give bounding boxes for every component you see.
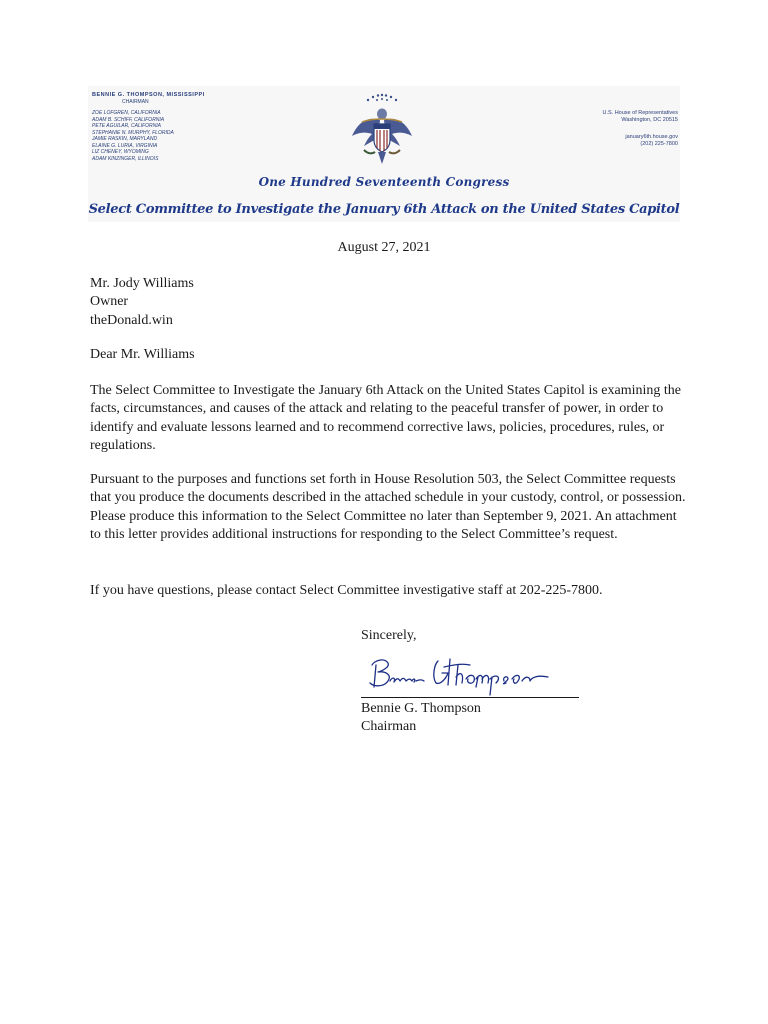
body-paragraph: The Select Committee to Investigate the January 6th Attack on the United States Capitol is examining the facts, circumstances, and causes of the attack and relating to the peaceful transfer of power, in order to identify and evaluate lessons learned and to recommend corrective laws, policies, procedures, rules, or regulations. [90,383,681,453]
address-line: U.S. House of Representatives [602,110,678,116]
body-paragraph: If you have questions, please contact Select Committee investigative staff at 202-225-7800. [90,583,603,598]
signer-title: Chairman [361,719,417,735]
closing: Sincerely, [361,628,417,643]
signature-line [361,697,579,698]
committee-heading: Select Committee to Investigate the January 6th Attack on the United States Capitol [88,202,680,217]
recipient-organization: theDonald.win [90,312,173,328]
committee-website: january6th.house.gov [625,134,678,140]
address-line: Washington, DC 20515 [621,117,678,123]
handwritten-signature [366,651,556,697]
recipient-title: Owner [90,294,129,310]
chair-title: CHAIRMAN [122,99,149,105]
committee-phone: (202) 225-7800 [640,141,678,147]
salutation: Dear Mr. Williams [90,347,195,362]
member-name: ADAM B. SCHIFF, CALIFORNIA [92,116,165,123]
committee-address [558,110,678,148]
chair-name: BENNIE G. THOMPSON, MISSISSIPPI [92,92,205,98]
signer-name: Bennie G. Thompson [361,701,481,716]
member-name: ZOE LOFGREN, CALIFORNIA [92,110,161,116]
member-name: PETE AGUILAR, CALIFORNIA [92,123,161,129]
signer-block [361,700,481,737]
recipient-block [90,275,690,330]
congress-heading: One Hundred Seventeenth Congress [258,175,510,189]
letter-date: August 27, 2021 [337,240,431,255]
great-seal-eagle-icon [342,92,422,174]
body-paragraph: Pursuant to the purposes and functions set forth in House Resolution 503, the Select Committee requests that you produce the documents described in the attached schedule in your custody, control, or possession. Please produce this information to the Select Committee no later than September 9, 2021. An attachment to this letter provides additional instructions for responding to the Select Committee’s request. [90,472,686,542]
recipient-name: Mr. Jody Williams [90,276,194,291]
member-name: ELAINE G. LURIA, VIRGINIA [92,142,158,149]
member-name: JAMIE RASKIN, MARYLAND [92,136,158,142]
member-name: ADAM KINZINGER, ILLINOIS [92,155,159,162]
member-name: STEPHANIE N. MURPHY, FLORIDA [92,129,174,136]
member-name: LIZ CHENEY, WYOMING [92,149,149,155]
committee-members-list [92,92,232,162]
